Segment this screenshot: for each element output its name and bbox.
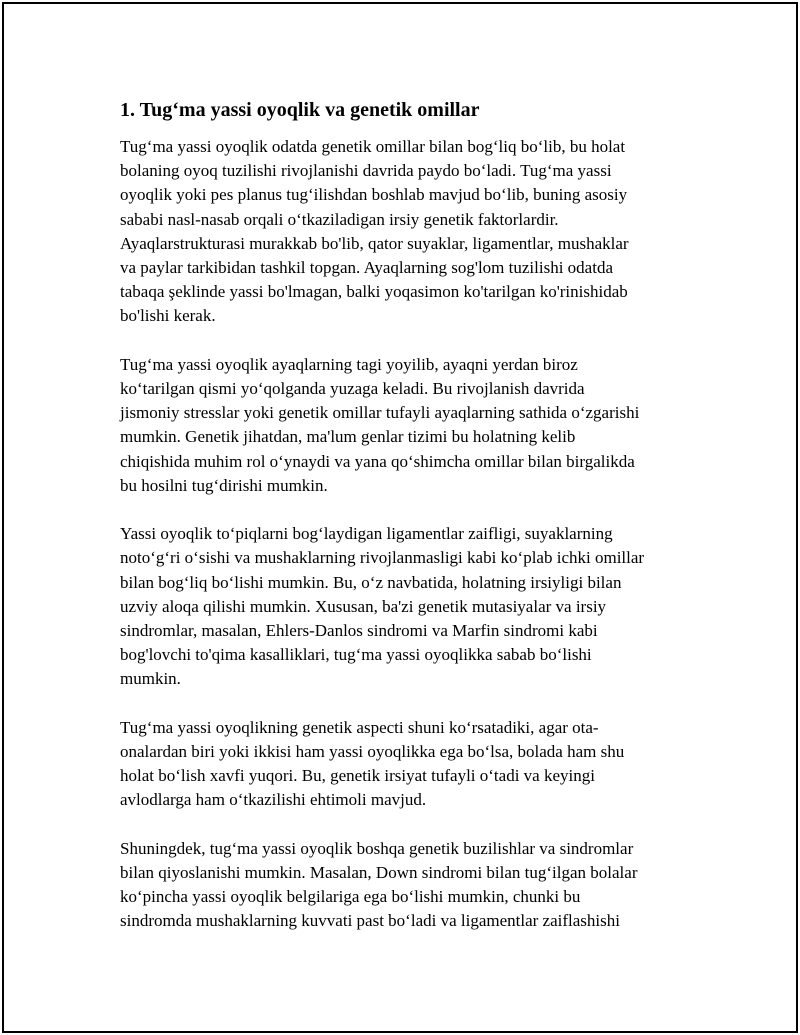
text-line: onalardan biri yoki ikkisi ham yassi oyoqlikka ega bo‘lsa, bolada ham shu: [120, 742, 625, 762]
text-line: noto‘g‘ri o‘sishi va mushaklarning rivojlanmasligi kabi ko‘plab ichki omillar: [120, 548, 645, 568]
text-line: uzviy aloqa qilishi mumkin. Xususan, ba'zi genetik mutasiyalar va irsiy: [120, 596, 607, 616]
text-line: bu hosilni tug‘dirishi mumkin.: [120, 475, 328, 495]
page-frame: [2, 2, 798, 1033]
paragraph: [120, 716, 700, 813]
text-line: Tug‘ma yassi oyoqlik ayaqlarning tagi yoyilib, ayaqni yerdan biroz: [120, 354, 578, 374]
text-line: tabaqa şeklinde yassi bo'lmagan, balki yoqasimon ko'tarilgan ko'rinishidab: [120, 282, 628, 302]
text-line: mumkin.: [120, 669, 181, 689]
paragraph: [120, 837, 700, 934]
text-line: sindromlar, masalan, Ehlers-Danlos sindromi va Marfin sindromi kabi: [120, 621, 598, 641]
text-line: oyoqlik yoki pes planus tug‘ilishdan boshlab mavjud bo‘lib, buning asosiy: [120, 185, 628, 205]
section-heading: 1. Tug‘ma yassi oyoqlik va genetik omillar: [120, 99, 480, 121]
text-line: Tug‘ma yassi oyoqlik odatda genetik omillar bilan bog‘liq bo‘lib, bu holat: [120, 137, 626, 156]
paragraph: [120, 353, 700, 498]
text-line: bilan qiyoslanishi mumkin. Masalan, Down sindromi bilan tug‘ilgan bolalar: [120, 863, 638, 883]
text-line: bilan bog‘liq bo‘lishi mumkin. Bu, o‘z navbatida, holatning irsiyligi bilan: [120, 572, 622, 592]
paragraphs-container: [120, 135, 700, 934]
text-line: ko‘tarilgan qismi yo‘qolganda yuzaga keladi. Bu rivojlanish davrida: [120, 379, 585, 399]
text-line: sababi nasl-nasab orqali o‘tkaziladigan irsiy genetik faktorlardir.: [120, 209, 559, 229]
text-line: avlodlarga ham o‘tkazilishi ehtimoli mavjud.: [120, 790, 427, 810]
paragraph: [120, 135, 700, 329]
document-body: [120, 97, 700, 958]
text-line: mumkin. Genetik jihatdan, ma'lum genlar tizimi bu holatning kelib: [120, 427, 576, 447]
text-line: bolaning oyoq tuzilishi rivojlanishi davrida paydo bo‘ladi. Tug‘ma yassi: [120, 161, 612, 181]
text-line: sindromda mushaklarning kuvvati past bo‘ladi va ligamentlar zaiflashishi: [120, 911, 620, 931]
text-line: Tug‘ma yassi oyoqlikning genetik aspecti shuni ko‘rsatadiki, agar ota-: [120, 717, 599, 737]
text-line: Ayaqlarstrukturasi murakkab bo'lib, qator suyaklar, ligamentlar, mushaklar: [120, 233, 629, 253]
text-line: ko‘pincha yassi oyoqlik belgilariga ega bo‘lishi mumkin, chunki bu: [120, 887, 581, 907]
text-line: bog'lovchi to'qima kasalliklari, tug‘ma yassi oyoqlikka sabab bo‘lishi: [120, 645, 592, 665]
text-line: Yassi oyoqlik to‘piqlarni bog‘laydigan ligamentlar zaifligi, suyaklarning: [120, 524, 613, 544]
text-line: jismoniy stresslar yoki genetik omillar tufayli ayaqlarning sathida o‘zgarishi: [120, 403, 640, 423]
text-line: holat bo‘lish xavfi yuqori. Bu, genetik irsiyat tufayli o‘tadi va keyingi: [120, 766, 595, 786]
text-line: va paylar tarkibidan tashkil topgan. Ayaqlarning sog'lom tuzilishi odatda: [120, 258, 613, 278]
text-line: chiqishida muhim rol o‘ynaydi va yana qo‘shimcha omillar bilan birgalikda: [120, 451, 635, 471]
text-line: Shuningdek, tug‘ma yassi oyoqlik boshqa genetik buzilishlar va sindromlar: [120, 838, 634, 858]
paragraph: [120, 522, 700, 691]
text-line: bo'lishi kerak.: [120, 306, 216, 326]
